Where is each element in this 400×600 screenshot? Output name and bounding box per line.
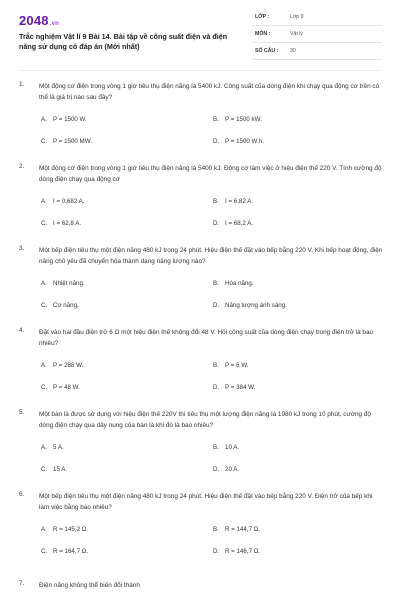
option-text: I = 6,82 A. xyxy=(225,198,254,205)
option-text: 10 A. xyxy=(225,444,240,451)
meta-row-count xyxy=(252,45,382,60)
option-letter: A. xyxy=(41,362,47,369)
option-text: P = 1500 W. xyxy=(53,116,87,123)
option-text: P = 6 W. xyxy=(225,362,249,369)
logo-tld: .vn xyxy=(49,21,60,27)
option-d[interactable] xyxy=(213,384,255,391)
option-text: Năng lượng ánh sáng. xyxy=(225,302,287,309)
option-text: P = 1500 W.h. xyxy=(225,138,264,145)
option-text: R = 145,2 Ω. xyxy=(53,526,89,533)
option-letter: D. xyxy=(213,138,220,145)
option-d[interactable] xyxy=(213,138,264,145)
question-text: Đặt vào hai đầu điện trở 6 Ω một hiệu điện thế không đổi 48 V. Hỏi công suất của dòng điện chạy trong điện trở là bao nhiêu? xyxy=(39,329,374,347)
option-letter: D. xyxy=(213,466,220,473)
option-letter: C. xyxy=(41,384,48,391)
option-letter: B. xyxy=(213,526,219,533)
option-text: 20 A. xyxy=(225,466,240,473)
option-letter: B. xyxy=(213,362,219,369)
option-d[interactable] xyxy=(213,548,260,555)
question-text: Một bếp điện tiêu thụ một điện năng 480 kJ trong 24 phút. Hiệu điện thế đặt vào bếp bằng 220 V. Điện trở của bếp khi làm việc bằng bao nhiêu? xyxy=(39,493,373,511)
option-text: R = 144,7 Ω. xyxy=(225,526,261,533)
option-a[interactable] xyxy=(41,362,83,369)
option-text: I = 0,682 A. xyxy=(53,198,85,205)
option-b[interactable] xyxy=(213,116,262,123)
question-number: 7. xyxy=(19,580,25,587)
option-text: R = 164,7 Ω. xyxy=(53,548,89,555)
meta-row-subject xyxy=(252,28,382,43)
meta-value: Vật lý xyxy=(290,31,303,37)
option-d[interactable] xyxy=(213,220,253,227)
option-letter: B. xyxy=(213,444,219,451)
option-d[interactable] xyxy=(213,302,287,309)
question-number: 5. xyxy=(19,409,25,416)
option-a[interactable] xyxy=(41,444,64,451)
meta-row-class xyxy=(252,11,382,26)
option-c[interactable] xyxy=(41,302,79,309)
option-c[interactable] xyxy=(41,548,88,555)
question-number: 2. xyxy=(19,163,25,170)
question-number: 1. xyxy=(19,81,25,88)
question-text: Một động cơ điện trong vòng 1 giờ tiêu thụ điện năng là 5400 kJ. Công suất của dòng điện khi chạy qua động cơ trên có thể là giá trị nào sau đây? xyxy=(39,83,380,101)
header-divider xyxy=(19,70,381,71)
option-letter: A. xyxy=(41,116,47,123)
page-header xyxy=(0,0,400,70)
option-letter: D. xyxy=(213,220,220,227)
option-b[interactable] xyxy=(213,444,239,451)
option-c[interactable] xyxy=(41,466,67,473)
option-a[interactable] xyxy=(41,116,87,123)
option-text: I = 62,8 A. xyxy=(53,220,82,227)
option-c[interactable] xyxy=(41,384,80,391)
question-number: 6. xyxy=(19,491,25,498)
option-c[interactable] xyxy=(41,138,92,145)
option-letter: B. xyxy=(213,198,219,205)
option-text: P = 384 W. xyxy=(225,384,256,391)
option-text: P = 1500 MW. xyxy=(53,138,92,145)
option-text: Hóa năng. xyxy=(225,280,254,287)
page-title: Trắc nghiệm Vật lí 9 Bài 14. Bài tập về công suất điện và điện năng sử dụng có đáp án (Mới nhất) xyxy=(19,32,228,51)
question-number: 4. xyxy=(19,327,25,334)
option-letter: B. xyxy=(213,116,219,123)
option-letter: A. xyxy=(41,280,47,287)
option-letter: C. xyxy=(41,220,48,227)
option-b[interactable] xyxy=(213,526,260,533)
question-text: Một bàn là được sử dụng với hiệu điện thế 220V thì tiêu thụ một lượng điện năng là 1980 kJ trong 10 phút, cường độ dòng điện chạy qua dây nung của bàn là khi đó là bao nhiêu? xyxy=(39,411,371,429)
option-letter: C. xyxy=(41,302,48,309)
option-letter: C. xyxy=(41,548,48,555)
option-a[interactable] xyxy=(41,198,84,205)
site-logo[interactable] xyxy=(19,13,59,28)
option-text: 15 A. xyxy=(53,466,68,473)
option-text: P = 1500 kW. xyxy=(225,116,262,123)
option-letter: C. xyxy=(41,138,48,145)
option-letter: C. xyxy=(41,466,48,473)
option-b[interactable] xyxy=(213,198,253,205)
option-d[interactable] xyxy=(213,466,239,473)
option-letter: B. xyxy=(213,280,219,287)
option-text: R = 146,7 Ω. xyxy=(225,548,261,555)
option-text: 5 A. xyxy=(53,444,64,451)
question-number: 3. xyxy=(19,245,25,252)
question-text: Một động cơ điện trong vòng 1 giờ tiêu thụ điện năng là 5400 kJ. Động cơ làm việc ở hiệu điện thế 220 V. Tính cường độ dòng điện chạy qua động cơ xyxy=(39,165,382,183)
option-letter: A. xyxy=(41,198,47,205)
option-b[interactable] xyxy=(213,362,248,369)
option-letter: D. xyxy=(213,384,220,391)
option-text: Nhiệt năng. xyxy=(53,280,85,287)
option-letter: D. xyxy=(213,548,220,555)
option-letter: A. xyxy=(41,526,47,533)
meta-label: SỐ CÂU : xyxy=(255,48,279,54)
question-text: Điện năng không thể biến đổi thành xyxy=(39,582,140,589)
meta-value: Lớp 9 xyxy=(290,14,304,20)
meta-label: LỚP : xyxy=(255,14,270,20)
option-text: Cơ năng. xyxy=(53,302,79,309)
option-b[interactable] xyxy=(213,280,254,287)
question-text: Một bếp điện tiêu thụ một điện năng 480 kJ trong 24 phút. Hiệu điện thế đặt vào bếp bằng 220 V. Khi bếp hoạt động, điện năng chủ yếu đã chuyển hóa thành dạng năng lượng nào? xyxy=(39,247,383,265)
option-text: I = 68,2 A. xyxy=(225,220,254,227)
option-letter: D. xyxy=(213,302,220,309)
option-a[interactable] xyxy=(41,526,88,533)
option-text: P = 48 W. xyxy=(53,384,80,391)
option-text: P = 288 W. xyxy=(53,362,84,369)
option-c[interactable] xyxy=(41,220,81,227)
meta-label: MÔN : xyxy=(255,31,271,37)
meta-panel xyxy=(252,11,382,62)
meta-value: 30 xyxy=(290,48,296,54)
logo-text: 2048 xyxy=(19,13,49,28)
option-letter: A. xyxy=(41,444,47,451)
option-a[interactable] xyxy=(41,280,85,287)
